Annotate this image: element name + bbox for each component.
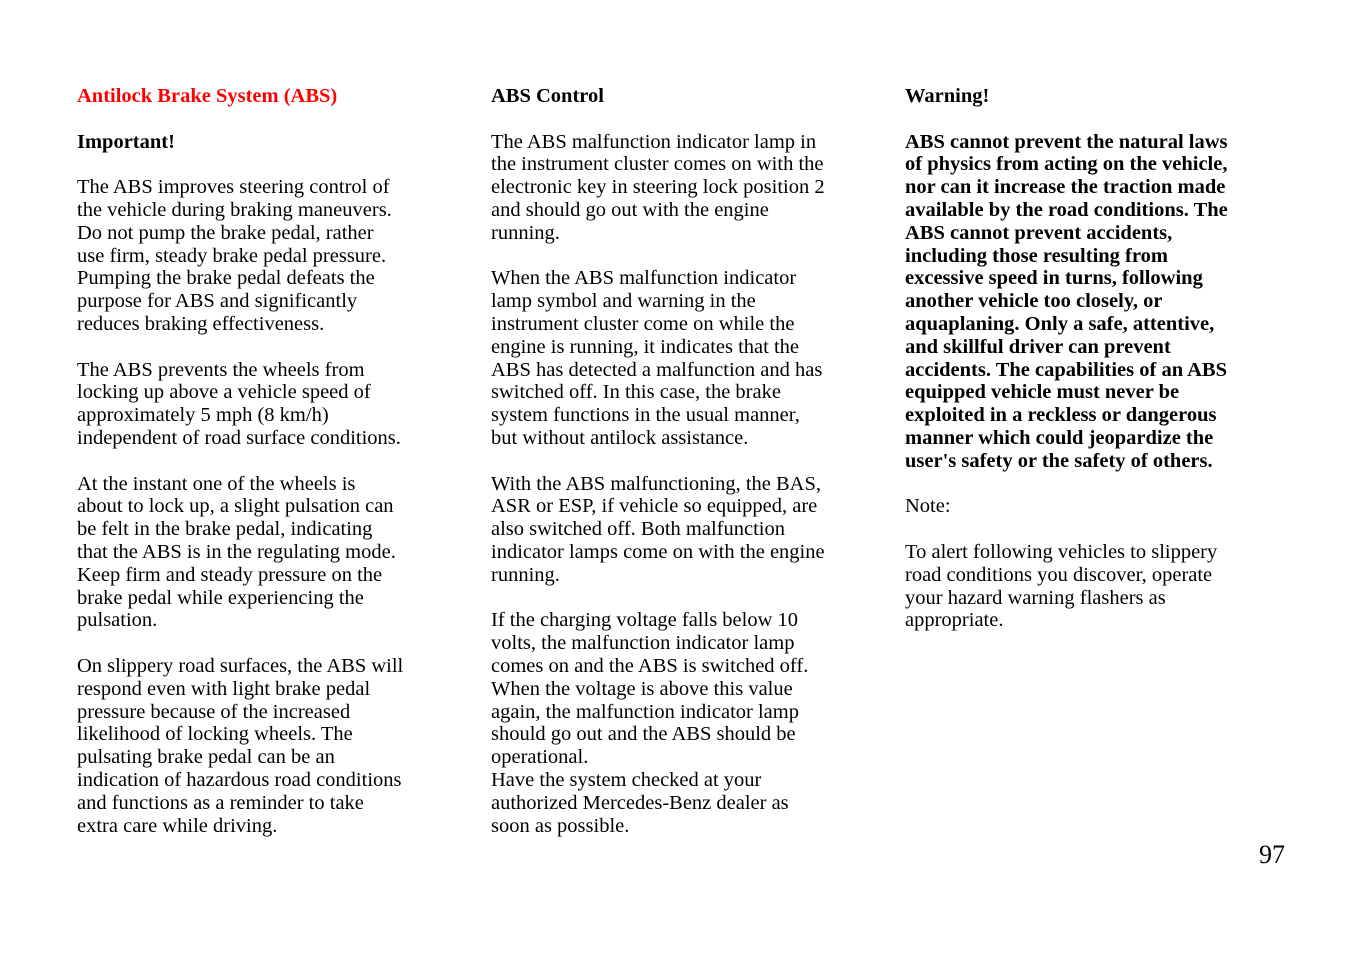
note-label: Note: bbox=[905, 495, 951, 518]
section-title: Antilock Brake System (ABS) bbox=[77, 85, 338, 107]
abs-control-heading: ABS Control bbox=[491, 85, 604, 107]
warning-text: ABS cannot prevent the natural laws of physics from acting on the vehicle, nor can it increase the traction made available by the road conditions. The ABS cannot prevent accidents, including those resulting from excessive speed in turns, following another vehicle too closely, or aquaplaning. Only a safe, attentive, and skillful driver can prevent accidents. The capabilities of an ABS equipped vehicle must never be exploited in a reckless or dangerous manner which could jeopardize the user's safety or the safety of others. bbox=[905, 130, 1228, 472]
paragraph-bas-asr-esp: With the ABS malfunctioning, the BAS, ASR or ESP, if vehicle so equipped, are also switched off. Both malfunction indicator lamps come on with the engine running. bbox=[491, 472, 825, 586]
paragraph-slippery-roads: On slippery road surfaces, the ABS will respond even with light brake pedal pressure because of the increased likelihood of locking wheels. The pulsating brake pedal can be an indication of hazardous road conditions and functions as a reminder to take extra care while driving. bbox=[77, 654, 404, 837]
paragraph-steering-control: The ABS improves steering control of the vehicle during braking maneuvers. Do not pump the brake pedal, rather use firm, steady brake pedal pressure. Pumping the brake pedal defeats the purpose for ABS and significantly reduces braking effectiveness. bbox=[77, 176, 392, 335]
paragraph-malfunction: When the ABS malfunction indicator lamp symbol and warning in the instrument cluster come on while the engine is running, it indicates that the ABS has detected a malfunction and has switched off. In this case, the brake system functions in the usual manner, but without antilock assistance. bbox=[491, 267, 823, 449]
paragraph-pulsation: At the instant one of the wheels is about to lock up, a slight pulsation can be felt in the brake pedal, indicating that the ABS is in the regulating mode. Keep firm and steady pressure on the brake pedal while experiencing the pulsation. bbox=[77, 472, 396, 632]
warning-label: Warning! bbox=[905, 85, 990, 107]
column-left bbox=[77, 85, 447, 860]
paragraph-wheel-lockup: The ABS prevents the wheels from locking up above a vehicle speed of approximately 5 mph (8 km/h) independent of road surface conditions. bbox=[77, 358, 401, 449]
important-label: Important! bbox=[77, 130, 175, 153]
note-text: To alert following vehicles to slippery road conditions you discover, operate your hazard warning flashers as appropriate. bbox=[905, 540, 1218, 632]
paragraph-dealer-check: Have the system checked at your authorized Mercedes-Benz dealer as soon as possible. bbox=[491, 768, 789, 837]
column-middle bbox=[491, 85, 866, 860]
paragraph-indicator-lamp: The ABS malfunction indicator lamp in the instrument cluster comes on with the electronic key in steering lock position 2 and should go out with the engine running. bbox=[491, 130, 825, 244]
paragraph-charging-voltage: If the charging voltage falls below 10 volts, the malfunction indicator lamp comes on and the ABS is switched off. When the voltage is above this value again, the malfunction indicator lamp should go out and the ABS should be operational. bbox=[491, 609, 809, 769]
column-right bbox=[905, 85, 1275, 655]
page-number: 97 bbox=[1259, 840, 1285, 869]
